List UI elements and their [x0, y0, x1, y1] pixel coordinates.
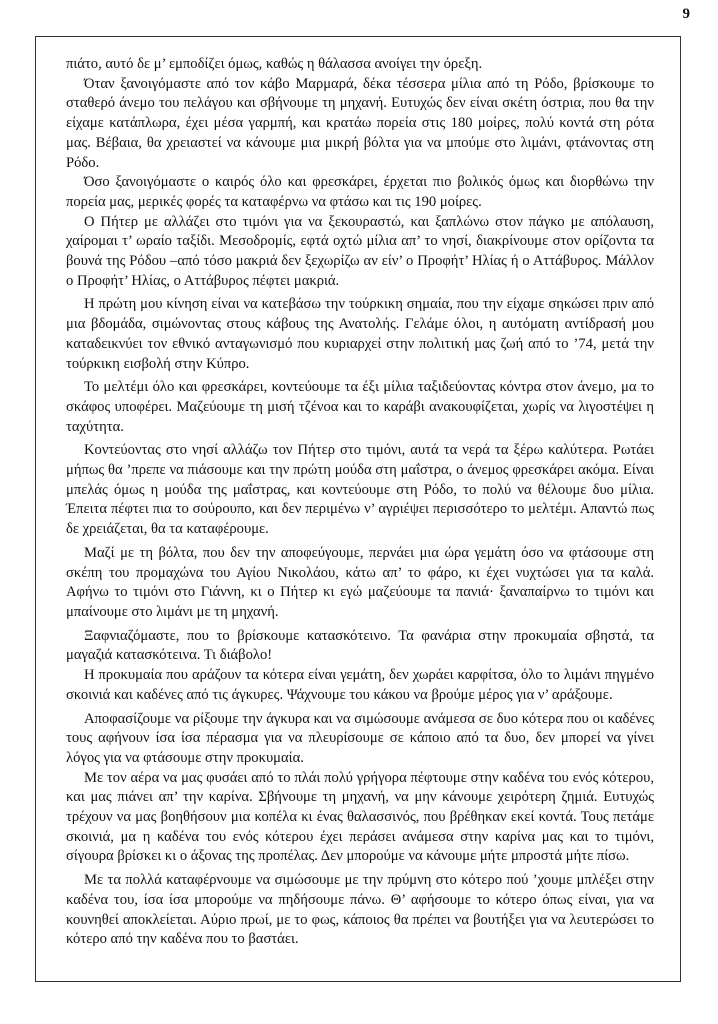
paragraph: Όσο ξανοιγόμαστε ο καιρός όλο και φρεσκάρει, έρχεται πιο βολικός όμως και διορθώνω την πορεία μας, μερικές φορές τα καταφέρνω να φτάσω και τις 190 μοίρες. — [66, 174, 654, 210]
paragraph: Ο Πήτερ με αλλάζει στο τιμόνι για να ξεκουραστώ, και ξαπλώνω στον πάγκο με απόλαυση, χαίρομαι τ’ ωραίο ταξίδι. Μεσοδρομίς, εφτά οχτώ μίλια απ’ το νησί, διακρίνουμε στον ορίζοντα τα βουνά της Ρόδου –από τόσο μακριά δεν ξεχωρίζω αν είν’ ο Προφήτ’ Ηλίας ή ο Αττάβυρος. Μάλλον ο Προφήτ’ Ηλίας, ο Αττάβυρος πέφτει μακριά. — [66, 213, 654, 289]
paragraph: Η πρώτη μου κίνηση είναι να κατεβάσω την τούρκικη σημαία, που την είχαμε σηκώσει πριν από μια βδομάδα, σιμώνοντας στους κάβους της Ανατολής. Γελάμε όλοι, η αυτόματη αντίδρασή μου καταδεικνύει τον εθνικό ανταγωνισμό που κυριαρχεί στην πολιτική μας ζωή από το ’74, μετά την τούρκικη εισβολή στην Κύπρο. — [66, 296, 654, 372]
paragraph: Αποφασίζουμε να ρίξουμε την άγκυρα και να σιμώσουμε ανάμεσα σε δυο κότερα που οι καδένες τους αφήνουν ίσα ίσα πέρασμα για να πλευρίσουμε σε κάποιο από τα δυο, δεν μπορεί να γίνει λόγος για να φτάσουμε στην προκυμαία. — [66, 710, 654, 766]
page-number: 9 — [682, 6, 690, 22]
paragraph: πιάτο, αυτό δε μ’ εμποδίζει όμως, καθώς η θάλασσα ανοίγει την όρεξη. — [66, 56, 483, 72]
paragraph: Με τον αέρα να μας φυσάει από το πλάι πολύ γρήγορα πέφτουμε στην καδένα του ενός κότερου, και μας πιάνει απ’ την καρίνα. Σβήνουμε τη μηχανή, να μην κάνουμε χειρότερη ζημιά. Ευτυχώς τρέχουν να μας βοηθήσουν μια κοπέλα κι ένας θαλασσινός, που βρέθηκαν εκεί κοντά. Τους πετάμε σκοινιά, μα η καδένα του ενός κότερου έχει περάσει ανάμεσα στην καρίνα μας και το τιμόνι, σίγουρα βρίσκει κι ο άξονας της προπέλας. Δεν μπορούμε να κάνουμε μήτε μπροστά μήτε πίσω. — [66, 769, 654, 865]
text-frame — [35, 36, 681, 982]
paragraph: Με τα πολλά καταφέρνουμε να σιμώσουμε με την πρύμνη στο κότερο πού ’χουμε μπλέξει στην καδένα του, ίσα ίσα μπορούμε να πηδήσουμε πάνω. Θ’ αφήσουμε το κότερο όπως είναι, για να κουνηθεί αποκλείεται. Αύριο πρωί, με το φως, κάποιος θα πρέπει να βουτήξει για να λευτερώσει το κότερο από την καδένα που το βαστάει. — [66, 872, 654, 948]
paragraph: Κοντεύοντας στο νησί αλλάζω τον Πήτερ στο τιμόνι, αυτά τα νερά τα ξέρω καλύτερα. Ρωτάει μήπως θα ’πρεπε να πιάσουμε και την πρώτη μούδα στη μαΐστρα, ο άνεμος φρεσκάρει ακόμα. Είναι μπελάς όμως η μούδα της μαΐστρας, και κοντεύουμε στη Ρόδο, το πολύ να θέλουμε δυο μίλια. Έπειτα πέφτει πια το σούρουπο, και δεν περιμένω ν’ αγριέψει περισσότερο το μελτέμι. Απαντώ πως δε χρειάζεται, θα τα καταφέρουμε. — [66, 442, 654, 538]
paragraph: Το μελτέμι όλο και φρεσκάρει, κοντεύουμε τα έξι μίλια ταξιδεύοντας κόντρα στον άνεμο, μα το σκάφος υποφέρει. Μαζεύουμε τη μισή τζένοα και το καράβι ανακουφίζεται, χωρίς να λιγοστέψει η ταχύτητα. — [66, 379, 654, 435]
paragraph: Μαζί με τη βόλτα, που δεν την αποφεύγουμε, περνάει μια ώρα γεμάτη όσο να φτάσουμε στη σκέπη του προμαχώνα του Αγίου Νικολάου, κάτω απ’ το φάρο, κι έχει νυχτώσει για τα καλά. Αφήνω το τιμόνι στο Γιάννη, κι ο Πήτερ κι εγώ μαζεύουμε τα πανιά· ξαναπαίρνω το τιμόνι και μπαίνουμε στο λιμάνι με τη μηχανή. — [66, 544, 654, 620]
paragraph: Όταν ξανοιγόμαστε από τον κάβο Μαρμαρά, δέκα τέσσερα μίλια από τη Ρόδο, βρίσκουμε το σταθερό άνεμο του πελάγου και σβήνουμε τη μηχανή. Ευτυχώς δεν είναι σκέτη όστρια, που θα την είχαμε κατάπλωρα, έχει μέσα γαρμπή, και κρατάω πορεία στις 180 μοίρες, πολύ κοντά στη ρότα μας. Βέβαια, θα χρειαστεί να κάνουμε μια μικρή βόλτα για να μπούμε στο λιμάνι, φτάνοντας στη Ρόδο. — [66, 75, 654, 171]
paragraph: Η προκυμαία που αράζουν τα κότερα είναι γεμάτη, δεν χωράει καρφίτσα, όλο το λιμάνι πηγμένο σκοινιά και καδένες από τις άγκυρες. Ψάχνουμε του κάκου να βρούμε μέρος για ν’ αράξουμε. — [66, 667, 654, 703]
paragraph: Ξαφνιαζόμαστε, που το βρίσκουμε κατασκότεινο. Τα φανάρια στην προκυμαία σβηστά, τα μαγαζιά κατασκότεινα. Τι διάβολο! — [66, 627, 654, 664]
